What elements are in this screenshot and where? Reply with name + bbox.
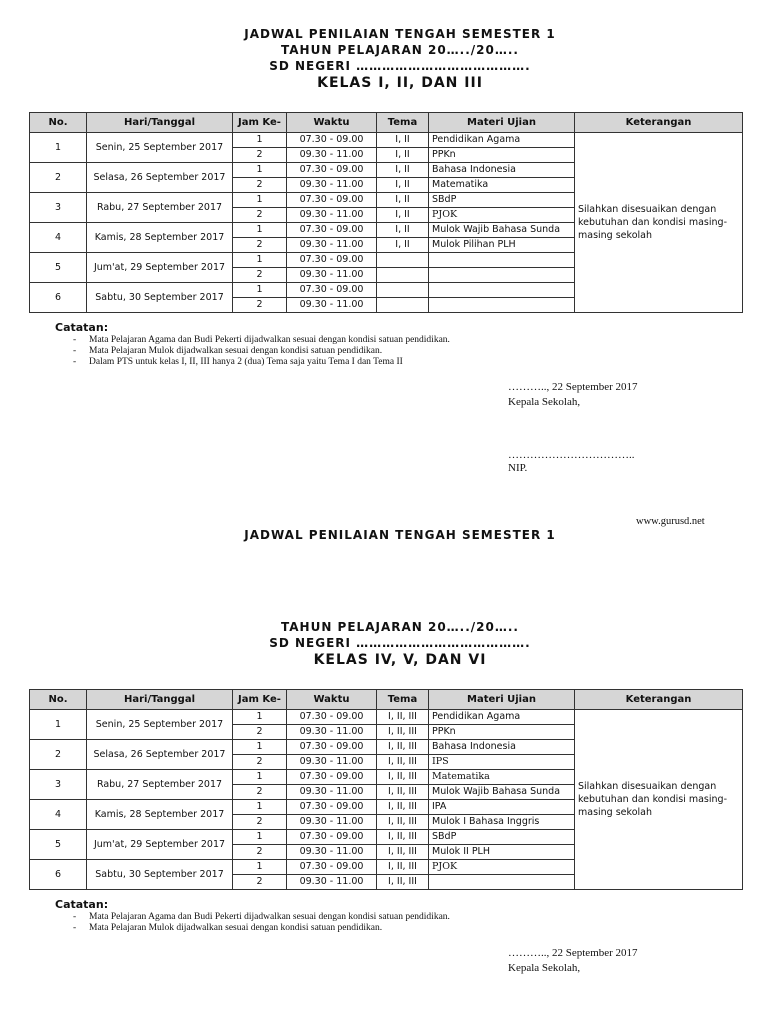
tema-cell: I, II, III	[377, 725, 429, 740]
table-row	[30, 133, 743, 148]
tema-cell: I, II	[377, 133, 429, 148]
materi-cell: Bahasa Indonesia	[429, 740, 575, 755]
materi-cell: PJOK	[429, 208, 575, 223]
section2-title-line3: SD NEGERI ………………………………….	[269, 636, 531, 650]
waktu-cell: 07.30 - 09.00	[287, 800, 377, 815]
waktu-cell: 07.30 - 09.00	[287, 223, 377, 238]
waktu-cell: 09.30 - 11.00	[287, 845, 377, 860]
keterangan-cell: Silahkan disesuaikan dengan kebutuhan dan kondisi masing- masing sekolah	[575, 710, 743, 890]
notes-list	[55, 335, 475, 368]
day-number: 4	[30, 223, 87, 253]
waktu-cell: 09.30 - 11.00	[287, 268, 377, 283]
signature-role: Kepala Sekolah,	[508, 396, 581, 408]
day-number: 3	[30, 770, 87, 800]
column-header-keterangan: Keterangan	[575, 690, 743, 710]
column-header-keterangan: Keterangan	[575, 113, 743, 133]
day-number: 5	[30, 830, 87, 860]
day-number: 2	[30, 740, 87, 770]
waktu-cell: 07.30 - 09.00	[287, 193, 377, 208]
waktu-cell: 09.30 - 11.00	[287, 208, 377, 223]
tema-cell: I, II, III	[377, 755, 429, 770]
day-date: Sabtu, 30 September 2017	[87, 860, 233, 890]
day-date: Rabu, 27 September 2017	[87, 770, 233, 800]
day-number: 6	[30, 283, 87, 313]
section1-schedule-table	[29, 112, 743, 313]
tema-cell: I, II	[377, 178, 429, 193]
waktu-cell: 09.30 - 11.00	[287, 178, 377, 193]
note-text: Mata Pelajaran Agama dan Budi Pekerti dijadwalkan sesuai dengan kondisi satuan pendidikan.	[89, 335, 450, 345]
waktu-cell: 09.30 - 11.00	[287, 238, 377, 253]
jam-cell: 2	[233, 178, 287, 193]
tema-cell: I, II, III	[377, 815, 429, 830]
waktu-cell: 07.30 - 09.00	[287, 133, 377, 148]
jam-cell: 2	[233, 815, 287, 830]
jam-cell: 1	[233, 860, 287, 875]
signature-role: Kepala Sekolah,	[508, 962, 581, 974]
tema-cell: I, II	[377, 148, 429, 163]
waktu-cell: 09.30 - 11.00	[287, 725, 377, 740]
materi-cell: Matematika	[429, 770, 575, 785]
note-text: Dalam PTS untuk kelas I, II, III hanya 2 (dua) Tema saja yaitu Tema I dan Tema II	[89, 357, 403, 367]
materi-cell: Pendidikan Agama	[429, 710, 575, 725]
section2-title-line1: JADWAL PENILAIAN TENGAH SEMESTER 1	[244, 528, 556, 542]
tema-cell: I, II, III	[377, 785, 429, 800]
materi-cell: IPA	[429, 800, 575, 815]
jam-cell: 1	[233, 253, 287, 268]
jam-cell: 2	[233, 238, 287, 253]
column-header-jam: Jam Ke-	[233, 113, 287, 133]
day-date: Sabtu, 30 September 2017	[87, 283, 233, 313]
column-header-hari-tanggal: Hari/Tanggal	[87, 690, 233, 710]
column-header-tema: Tema	[377, 113, 429, 133]
jam-cell: 2	[233, 208, 287, 223]
column-header-tema: Tema	[377, 690, 429, 710]
note-text: Mata Pelajaran Mulok dijadwalkan sesuai dengan kondisi satuan pendidikan.	[89, 346, 383, 356]
jam-cell: 1	[233, 223, 287, 238]
tema-cell: I, II, III	[377, 875, 429, 890]
materi-cell: Mulok Pilihan PLH	[429, 238, 575, 253]
materi-cell	[429, 283, 575, 298]
column-header-no: No.	[30, 113, 87, 133]
materi-cell: Mulok Wajib Bahasa Sunda	[429, 223, 575, 238]
day-date: Selasa, 26 September 2017	[87, 740, 233, 770]
jam-cell: 1	[233, 830, 287, 845]
day-number: 2	[30, 163, 87, 193]
signature-date: ……….., 22 September 2017	[508, 947, 638, 959]
materi-cell	[429, 268, 575, 283]
tema-cell: I, II	[377, 208, 429, 223]
tema-cell	[377, 283, 429, 298]
website-watermark: www.gurusd.net	[636, 516, 705, 527]
table-row	[30, 710, 743, 725]
note-item: - Mata Pelajaran Agama dan Budi Pekerti dijadwalkan sesuai dengan kondisi satuan pendidikan.	[73, 912, 450, 922]
tema-cell: I, II, III	[377, 860, 429, 875]
section1-title-line2: TAHUN PELAJARAN 20…../20…..	[281, 43, 519, 57]
jam-cell: 2	[233, 875, 287, 890]
tema-cell: I, II	[377, 193, 429, 208]
waktu-cell: 09.30 - 11.00	[287, 815, 377, 830]
jam-cell: 2	[233, 148, 287, 163]
tema-cell	[377, 298, 429, 313]
jam-cell: 1	[233, 283, 287, 298]
note-item: - Mata Pelajaran Agama dan Budi Pekerti dijadwalkan sesuai dengan kondisi satuan pendidikan.	[73, 335, 450, 345]
tema-cell: I, II	[377, 223, 429, 238]
tema-cell: I, II, III	[377, 845, 429, 860]
jam-cell: 1	[233, 193, 287, 208]
note-item: - Mata Pelajaran Mulok dijadwalkan sesuai dengan kondisi satuan pendidikan.	[73, 923, 383, 933]
section1-title-line3: SD NEGERI ………………………………….	[269, 59, 531, 73]
section1-title-line4: KELAS I, II, DAN III	[317, 75, 483, 91]
materi-cell: PJOK	[429, 860, 575, 875]
column-header-no: No.	[30, 690, 87, 710]
tema-cell: I, II, III	[377, 740, 429, 755]
jam-cell: 1	[233, 800, 287, 815]
day-date: Kamis, 28 September 2017	[87, 800, 233, 830]
note-item: - Dalam PTS untuk kelas I, II, III hanya 2 (dua) Tema saja yaitu Tema I dan Tema II	[73, 357, 403, 367]
waktu-cell: 07.30 - 09.00	[287, 710, 377, 725]
waktu-cell: 07.30 - 09.00	[287, 253, 377, 268]
tema-cell: I, II	[377, 238, 429, 253]
section2-notes	[55, 898, 475, 934]
materi-cell	[429, 253, 575, 268]
section1-notes	[55, 321, 475, 368]
materi-cell: PPKn	[429, 148, 575, 163]
materi-cell: PPKn	[429, 725, 575, 740]
waktu-cell: 09.30 - 11.00	[287, 785, 377, 800]
day-number: 1	[30, 133, 87, 163]
section2-schedule-table	[29, 689, 743, 890]
tema-cell: I, II, III	[377, 800, 429, 815]
materi-cell: IPS	[429, 755, 575, 770]
waktu-cell: 07.30 - 09.00	[287, 860, 377, 875]
waktu-cell: 07.30 - 09.00	[287, 770, 377, 785]
jam-cell: 1	[233, 740, 287, 755]
waktu-cell: 07.30 - 09.00	[287, 740, 377, 755]
jam-cell: 2	[233, 268, 287, 283]
section1-title-line1: JADWAL PENILAIAN TENGAH SEMESTER 1	[244, 27, 556, 41]
waktu-cell: 07.30 - 09.00	[287, 283, 377, 298]
notes-list	[55, 912, 475, 934]
waktu-cell: 09.30 - 11.00	[287, 148, 377, 163]
materi-cell: Mulok I Bahasa Inggris	[429, 815, 575, 830]
day-number: 1	[30, 710, 87, 740]
day-date: Rabu, 27 September 2017	[87, 193, 233, 223]
materi-cell	[429, 298, 575, 313]
materi-cell: Matematika	[429, 178, 575, 193]
keterangan-cell: Silahkan disesuaikan dengan kebutuhan dan kondisi masing- masing sekolah	[575, 133, 743, 313]
tema-cell: I, II	[377, 163, 429, 178]
jam-cell: 1	[233, 133, 287, 148]
waktu-cell: 09.30 - 11.00	[287, 298, 377, 313]
materi-cell: Pendidikan Agama	[429, 133, 575, 148]
column-header-waktu: Waktu	[287, 690, 377, 710]
waktu-cell: 09.30 - 11.00	[287, 875, 377, 890]
waktu-cell: 07.30 - 09.00	[287, 163, 377, 178]
table-header-row	[30, 113, 743, 133]
jam-cell: 1	[233, 710, 287, 725]
day-date: Selasa, 26 September 2017	[87, 163, 233, 193]
section2-title-line2: TAHUN PELAJARAN 20…../20…..	[281, 620, 519, 634]
tema-cell: I, II, III	[377, 710, 429, 725]
materi-cell: Bahasa Indonesia	[429, 163, 575, 178]
column-header-materi: Materi Ujian	[429, 690, 575, 710]
waktu-cell: 09.30 - 11.00	[287, 755, 377, 770]
day-date: Jum'at, 29 September 2017	[87, 830, 233, 860]
day-number: 4	[30, 800, 87, 830]
note-item: - Mata Pelajaran Mulok dijadwalkan sesuai dengan kondisi satuan pendidikan.	[73, 346, 383, 356]
jam-cell: 2	[233, 755, 287, 770]
column-header-waktu: Waktu	[287, 113, 377, 133]
column-header-hari-tanggal: Hari/Tanggal	[87, 113, 233, 133]
day-number: 5	[30, 253, 87, 283]
column-header-jam: Jam Ke-	[233, 690, 287, 710]
jam-cell: 1	[233, 770, 287, 785]
tema-cell	[377, 253, 429, 268]
jam-cell: 2	[233, 845, 287, 860]
jam-cell: 2	[233, 785, 287, 800]
materi-cell	[429, 875, 575, 890]
day-number: 3	[30, 193, 87, 223]
day-date: Senin, 25 September 2017	[87, 133, 233, 163]
notes-title: Catatan:	[55, 898, 109, 911]
signature-nip: NIP.	[508, 462, 528, 474]
notes-title: Catatan:	[55, 321, 109, 334]
materi-cell: SBdP	[429, 193, 575, 208]
signature-date: ……….., 22 September 2017	[508, 381, 638, 393]
signature-line: ……………………………..	[508, 449, 635, 461]
tema-cell: I, II, III	[377, 770, 429, 785]
tema-cell	[377, 268, 429, 283]
column-header-materi: Materi Ujian	[429, 113, 575, 133]
section2-title-line4: KELAS IV, V, DAN VI	[313, 652, 487, 668]
day-date: Kamis, 28 September 2017	[87, 223, 233, 253]
jam-cell: 2	[233, 725, 287, 740]
waktu-cell: 07.30 - 09.00	[287, 830, 377, 845]
day-date: Senin, 25 September 2017	[87, 710, 233, 740]
materi-cell: SBdP	[429, 830, 575, 845]
jam-cell: 1	[233, 163, 287, 178]
materi-cell: Mulok II PLH	[429, 845, 575, 860]
note-text: Mata Pelajaran Mulok dijadwalkan sesuai dengan kondisi satuan pendidikan.	[89, 923, 383, 933]
day-number: 6	[30, 860, 87, 890]
tema-cell: I, II, III	[377, 830, 429, 845]
note-text: Mata Pelajaran Agama dan Budi Pekerti dijadwalkan sesuai dengan kondisi satuan pendidikan.	[89, 912, 450, 922]
day-date: Jum'at, 29 September 2017	[87, 253, 233, 283]
materi-cell: Mulok Wajib Bahasa Sunda	[429, 785, 575, 800]
jam-cell: 2	[233, 298, 287, 313]
table-header-row	[30, 690, 743, 710]
